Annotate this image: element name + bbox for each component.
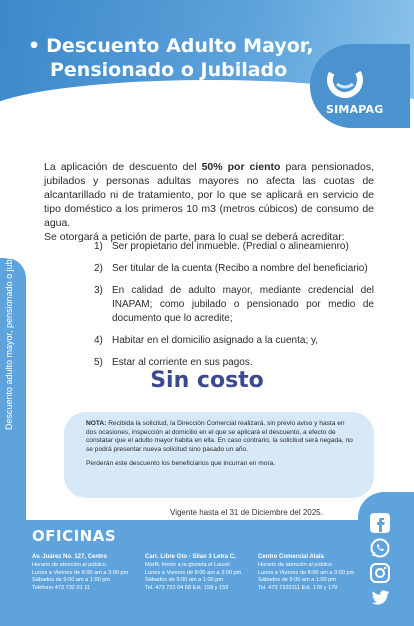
list-item: 1) Ser propietario del inmueble. (Predial o alineamienro): [94, 241, 349, 252]
discount-highlight: 50% por ciento: [201, 161, 281, 173]
facebook-icon[interactable]: [369, 512, 391, 534]
logo-text: SIMAPAG: [326, 103, 384, 116]
note-footer: Perderán este descuento los beneficiarios que incurran en mora.: [86, 460, 276, 468]
requirements-list: [94, 240, 374, 378]
note-text: NOTA: Recibida la solicitud, la Dirección Comercial realizará, sin previo aviso y hasta en dos ocasiones, inspección al domicilio en el que se aplicará el descuento, a efecto de constatar que el adulto mayor habita en ella. En caso contrario, la solicitud será negada, no se podrá presentar nueva solicitud sino pasado un año.: [86, 420, 353, 453]
instagram-icon[interactable]: [369, 562, 391, 584]
note-box: [64, 412, 374, 498]
simapag-logo-icon: [325, 60, 365, 100]
side-label: Descuento adulto mayor, pensionado o jubilado: [4, 240, 14, 430]
office-card: Av. Juárez No. 127, Centro Horario de atención al público Lunes a Viernes de 8:00 am a 3:00 pm Sábados de 9:00 am a 1:00 pm Teléfono 473 732 01 11: [32, 554, 129, 592]
intro-text: [44, 160, 374, 244]
title-line-2: Pensionado o Jubilado: [50, 59, 288, 81]
list-item: 2) Ser titular de la cuenta (Recibo a nombre del beneficiario): [94, 263, 368, 274]
office-card: Carr. Libre Gto - Silao 3 Letra C, Marfil, frente a la glorieta el Laurel Lunes a Viernes de 8:00 am a 3:00 pm Sábados de 9:00 am a 1:00 pm Tel. 473 733 04 68 Ext. 158 y 159: [145, 554, 242, 592]
bullet-icon: •: [28, 35, 41, 57]
sin-costo-heading: Sin costo: [150, 368, 264, 393]
list-item: 4) Habitar en el domicilio asignado a la cuenta; y,: [94, 335, 319, 346]
note-label: NOTA:: [86, 420, 107, 427]
page-title: [28, 34, 314, 82]
twitter-icon[interactable]: [369, 587, 391, 609]
list-item: 3) En calidad de adulto mayor, mediante credencial del INAPAM; como jubilado o pensionado por medio de documento que lo acredite;: [94, 285, 374, 324]
office-card: Centro Comercial Alaïa Horario de atención al público Lunes a Viernes de 8:00 am a 3:00 pm Sábados de 9:00 am a 1:00 pm Tel. 473 7320111 Ext. 178 y 179: [258, 554, 355, 592]
list-item: 5) Estar al corriente en sus pagos.: [94, 357, 253, 368]
intro-paragraph: La aplicación de descuento del 50% por ciento para pensionados, jubilados y personas adultas mayores no afecta las cuotas de alcantarillado ni de tratamiento, por lo que se aplicará en servicio de tipo doméstico a los primeros 10 m3 (metros cúbicos) de consumo de agua.: [44, 161, 374, 229]
offices-heading: OFICINAS: [32, 527, 117, 545]
title-line-1: Descuento Adulto Mayor,: [46, 35, 314, 57]
intro-paragraph-2: Se otorgará a petición de parte, para lo cual se deberá acreditar:: [44, 231, 345, 243]
validity-text: Vigente hasta el 31 de Diciembre del 2025.: [170, 508, 323, 517]
whatsapp-icon[interactable]: [369, 537, 391, 559]
